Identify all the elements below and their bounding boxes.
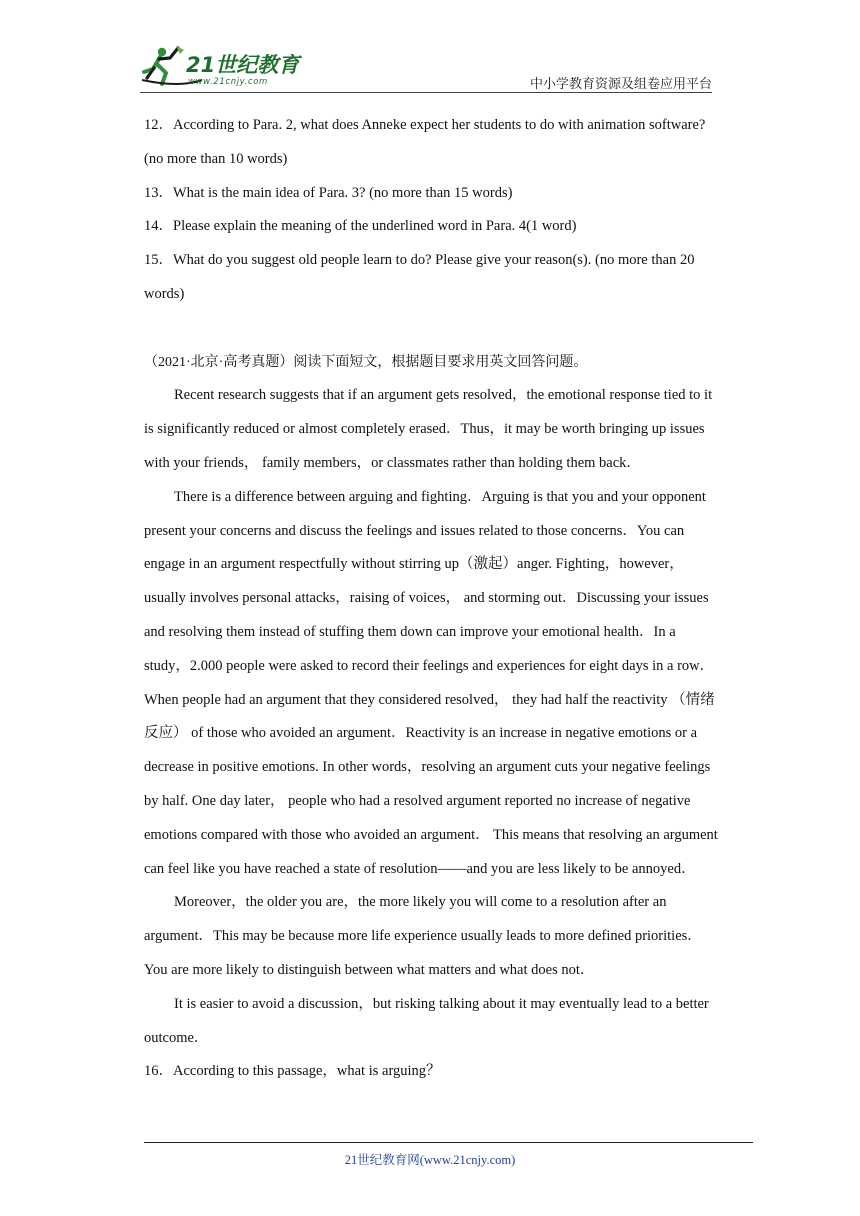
passage-paragraph-2: There is a difference between arguing and fighting．Arguing is that you and your opponent present your concerns and discuss the feelings and issues related to those concerns．You can engage in an argument respectfully without stirring up（激起）anger. Fighting，however，usually involves personal attacks，raising of voices， and storming out．Discussing your issues and resolving them instead of stuffing them down can improve your emotional health．In a study，2.000 people were asked to record their feelings and experiences for eight days in a row．When people had an argument that they considered resolved， they had half the reactivity （情绪反应） of those who avoided an argument．Reactivity is an increase in negative emotions or a decrease in positive emotions. In other words，resolving an argument cuts your negative feelings by half. One day later， people who had a resolved argument reported no increase of negative emotions compared with those who avoided an argument． This means that resolving an argument can feel like you have reached a state of resolution——and you are less likely to be annoyed． bbox=[144, 488, 718, 877]
platform-title: 中小学教育资源及组卷应用平台 bbox=[529, 77, 712, 92]
page-footer: 21世纪教育网(www.21cnjy.com) bbox=[344, 1153, 516, 1167]
spacer bbox=[144, 312, 724, 346]
passage-paragraph-4: It is easier to avoid a discussion，but risking talking about it may eventually lead to a better outcome． bbox=[144, 995, 709, 1046]
svg-text:www.21cnjy.com: www.21cnjy.com bbox=[188, 77, 268, 87]
document-body bbox=[144, 109, 724, 1089]
runner-logo-icon bbox=[140, 44, 310, 90]
question-15: 15．What do you suggest old people learn to do? Please give your reason(s). (no more than 20 words) bbox=[144, 252, 695, 302]
passage-paragraph-1: Recent research suggests that if an argument gets resolved，the emotional response tied to it is significantly reduced or almost completely erased．Thus，it may be worth bringing up issues with your friends， family members，or classmates rather than holding them back． bbox=[144, 387, 713, 471]
header-divider bbox=[140, 92, 712, 93]
passage-paragraph-3: Moreover，the older you are，the more likely you will come to a resolution after an argument．This may be because more life experience usually leads to more defined priorities．You are more likely to distinguish between what matters and what does not． bbox=[144, 894, 702, 978]
footer-divider bbox=[144, 1142, 753, 1143]
question-16: 16．According to this passage，what is arguing？ bbox=[144, 1063, 441, 1080]
svg-text:21世纪教育: 21世纪教育 bbox=[186, 53, 300, 77]
logo bbox=[140, 44, 310, 90]
question-12: 12．According to Para. 2, what does Anneke expect her students to do with animation software? (no more than 10 words) bbox=[144, 117, 706, 167]
question-14: 14．Please explain the meaning of the underlined word in Para. 4(1 word) bbox=[144, 218, 577, 235]
page-header bbox=[140, 44, 712, 94]
question-13: 13．What is the main idea of Para. 3? (no more than 15 words) bbox=[144, 184, 513, 201]
passage-source: （2021·北京·高考真题）阅读下面短文，根据题目要求用英文回答问题。 bbox=[144, 354, 588, 370]
